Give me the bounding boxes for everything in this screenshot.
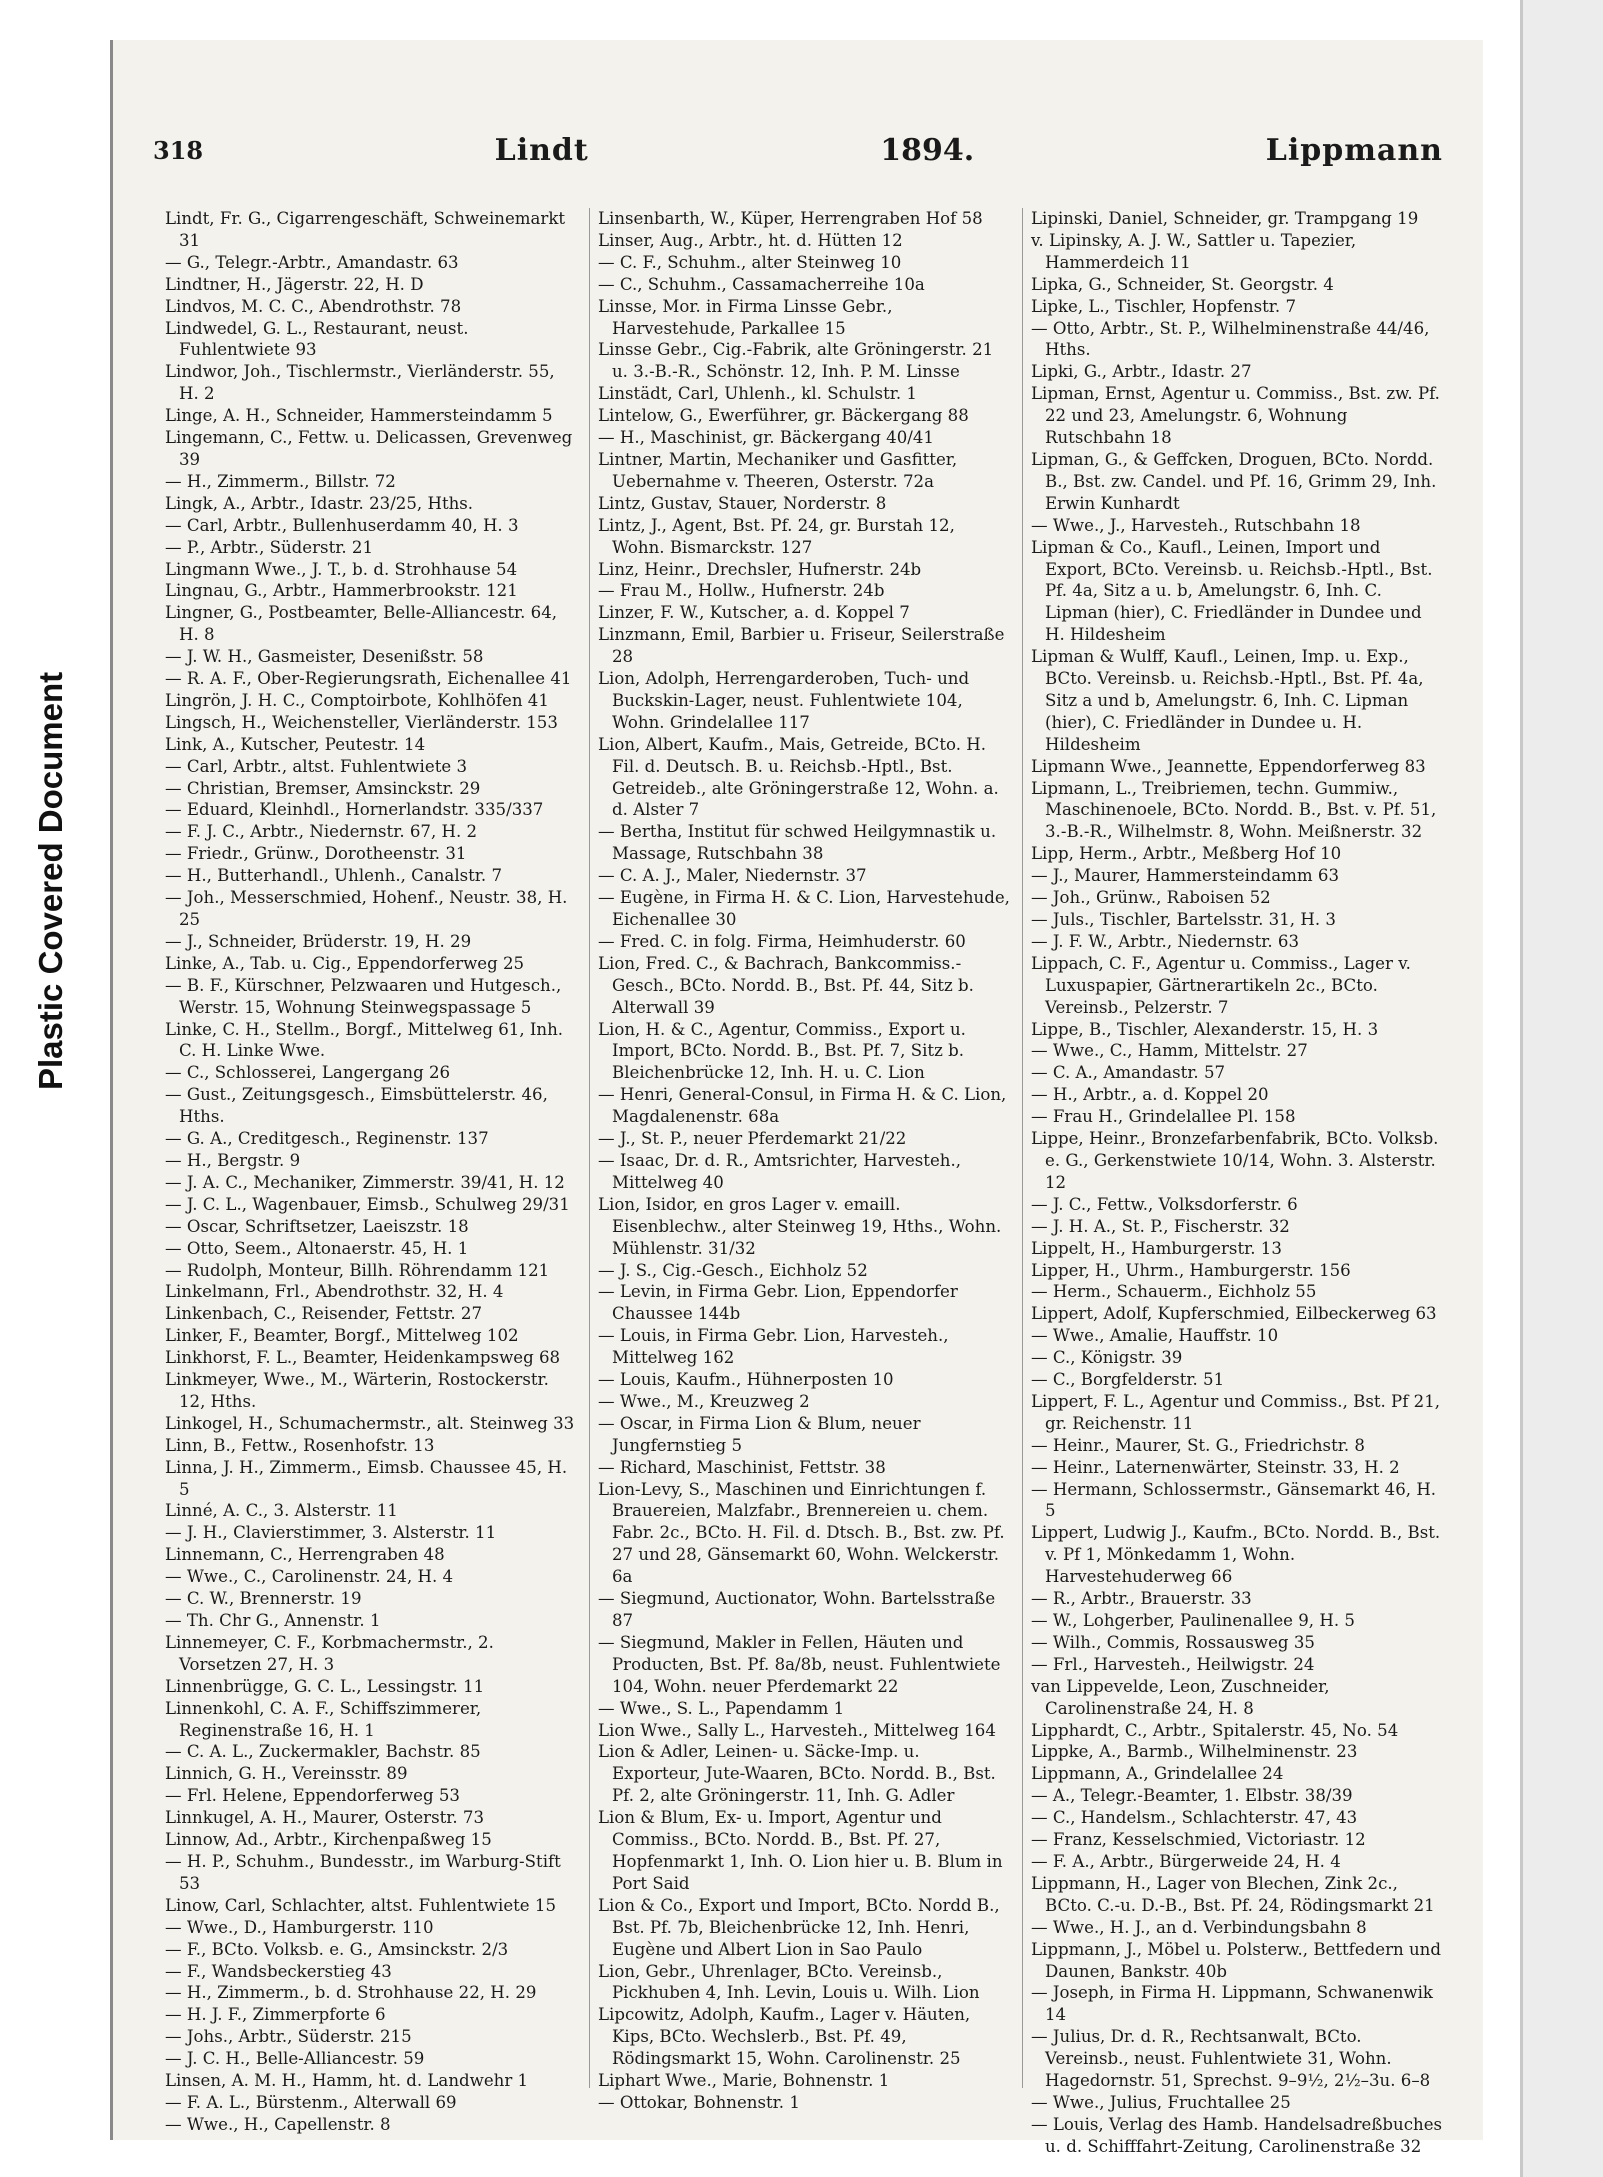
directory-entry: Lippke, A., Barmb., Wilhelminenstr. 23 bbox=[1031, 1742, 1358, 1762]
directory-entry: Lingsch, H., Weichensteller, Vierländerstr. 153 bbox=[165, 712, 558, 732]
directory-entry: Linkogel, H., Schumachermstr., alt. Steinweg 33 bbox=[165, 1413, 575, 1433]
directory-entry: Lingk, A., Arbtr., Idastr. 23/25, Hths. bbox=[165, 493, 474, 513]
directory-entry: — Otto, Seem., Altonaerstr. 45, H. 1 bbox=[165, 1238, 469, 1258]
left-headword: Lindt bbox=[494, 132, 589, 168]
directory-entry: — Joh., Messerschmied, Hohenf., Neustr. 38, H. 25 bbox=[165, 888, 568, 929]
directory-entry: — C. F., Schuhm., alter Steinweg 10 bbox=[598, 252, 902, 272]
directory-entry: — P., Arbtr., Süderstr. 21 bbox=[165, 537, 374, 557]
directory-entry: — Wwe., C., Hamm, Mittelstr. 27 bbox=[1031, 1041, 1308, 1061]
directory-entry: Lindtner, H., Jägerstr. 22, H. D bbox=[165, 274, 424, 294]
directory-entry: Lippach, C. F., Agentur u. Commiss., Lager v. Luxuspapier, Gärtnerartikeln 2c., BCto. Vereinsb., Pelzerstr. 7 bbox=[1031, 953, 1411, 1017]
directory-entry: — Richard, Maschinist, Fettstr. 38 bbox=[598, 1457, 886, 1477]
directory-entry: — Wwe., D., Hamburgerstr. 110 bbox=[165, 1917, 434, 1937]
directory-entry: Linna, J. H., Zimmerm., Eimsb. Chaussee 45, H. 5 bbox=[165, 1457, 568, 1499]
directory-entry: — J. C. H., Belle-Alliancestr. 59 bbox=[165, 2049, 425, 2069]
directory-entry: — J., St. P., neuer Pferdemarkt 21/22 bbox=[598, 1129, 907, 1149]
directory-entry: — R., Arbtr., Brauerstr. 33 bbox=[1031, 1589, 1252, 1609]
directory-entry: — Friedr., Grünw., Dorotheenstr. 31 bbox=[165, 844, 467, 864]
directory-entry: Lippe, Heinr., Bronzefarbenfabrik, BCto. Volksb. e. G., Gerkenstwiete 10/14, Wohn. 3. Alsterstr. 12 bbox=[1031, 1129, 1439, 1192]
directory-entry: Linné, A. C., 3. Alsterstr. 11 bbox=[165, 1501, 398, 1521]
directory-entry: — Johs., Arbtr., Süderstr. 215 bbox=[165, 2027, 412, 2047]
directory-entry: Lipka, G., Schneider, St. Georgstr. 4 bbox=[1031, 274, 1334, 294]
directory-entry: — R. A. F., Ober-Regierungsrath, Eichenallee 41 bbox=[165, 669, 572, 689]
directory-entry: — Herm., Schauerm., Eichholz 55 bbox=[1031, 1282, 1317, 1302]
directory-entry: Linsenbarth, W., Küper, Herrengraben Hof 58 bbox=[598, 209, 983, 228]
directory-entry: Linzmann, Emil, Barbier u. Friseur, Seilerstraße 28 bbox=[598, 625, 1005, 667]
directory-entry: — C. A. J., Maler, Niedernstr. 37 bbox=[598, 866, 867, 886]
directory-entry: — Louis, in Firma Gebr. Lion, Harvesteh., Mittelweg 162 bbox=[598, 1326, 949, 1368]
directory-entry: Lintz, J., Agent, Bst. Pf. 24, gr. Burstah 12, Wohn. Bismarckstr. 127 bbox=[598, 515, 955, 557]
directory-entry: — Joh., Grünw., Raboisen 52 bbox=[1031, 888, 1271, 908]
directory-entry: — J. C. L., Wagenbauer, Eimsb., Schulweg 29/31 bbox=[165, 1194, 570, 1214]
directory-entry: Lion, Albert, Kaufm., Mais, Getreide, BCto. H. Fil. d. Deutsch. B. u. Reichsb.-Hptl., Bst. Getreideb., alte Gröningerstraße 12, Wohn. a. d. Alster 7 bbox=[598, 734, 999, 820]
directory-entry: — C. A. L., Zuckermakler, Bachstr. 85 bbox=[165, 1742, 481, 1762]
directory-entry: Lipper, H., Uhrm., Hamburgerstr. 156 bbox=[1031, 1260, 1351, 1280]
directory-entry: — J., Schneider, Brüderstr. 19, H. 29 bbox=[165, 931, 472, 951]
directory-entry: Linnkugel, A. H., Maurer, Osterstr. 73 bbox=[165, 1808, 485, 1828]
directory-entry: — J. C., Fettw., Volksdorferstr. 6 bbox=[1031, 1194, 1298, 1214]
directory-entry: Linkmeyer, Wwe., M., Wärterin, Rostockerstr. 12, Hths. bbox=[165, 1370, 549, 1411]
directory-entry: — Ottokar, Bohnenstr. 1 bbox=[598, 2092, 800, 2112]
directory-entry: Linker, F., Beamter, Borgf., Mittelweg 102 bbox=[165, 1326, 519, 1346]
directory-entry: Linnemeyer, C. F., Korbmachermstr., 2. Vorsetzen 27, H. 3 bbox=[165, 1632, 494, 1674]
directory-entry: Lindwedel, G. L., Restaurant, neust. Fuhlentwiete 93 bbox=[165, 318, 469, 360]
directory-entry: Linnenbrügge, G. C. L., Lessingstr. 11 bbox=[165, 1676, 485, 1696]
directory-entry: Lipmann Wwe., Jeannette, Eppendorferweg 83 bbox=[1031, 756, 1426, 776]
directory-entry: Lingner, G., Postbeamter, Belle-Alliancestr. 64, H. 8 bbox=[165, 603, 558, 645]
directory-entry: — C., Schuhm., Cassamacherreihe 10a bbox=[598, 274, 925, 294]
directory-entry: — J., Maurer, Hammersteindamm 63 bbox=[1031, 866, 1339, 886]
directory-entry: — H., Maschinist, gr. Bäckergang 40/41 bbox=[598, 428, 934, 448]
directory-entry: — Gust., Zeitungsgesch., Eimsbüttelerstr. 46, Hths. bbox=[165, 1085, 548, 1127]
document-page bbox=[110, 40, 1483, 2156]
directory-entry: Lipp, Herm., Arbtr., Meßberg Hof 10 bbox=[1031, 844, 1342, 864]
directory-entry: — Wwe., H. J., an d. Verbindungsbahn 8 bbox=[1031, 1917, 1367, 1937]
directory-entry: — J. H. A., St. P., Fischerstr. 32 bbox=[1031, 1216, 1290, 1236]
directory-entry: Linstädt, Carl, Uhlenh., kl. Schulstr. 1 bbox=[598, 384, 917, 404]
directory-entry: Lion, Fred. C., & Bachrach, Bankcommiss.-Gesch., BCto. Nordd. B., Bst. Pf. 44, Sitz b. Alterwall 39 bbox=[598, 953, 974, 1017]
directory-entry: Lion Wwe., Sally L., Harvesteh., Mittelweg 164 bbox=[598, 1720, 996, 1740]
directory-entry: Lippert, F. L., Agentur und Commiss., Bst. Pf 21, gr. Reichenstr. 11 bbox=[1031, 1391, 1441, 1433]
directory-entry: — Frau M., Hollw., Hufnerstr. 24b bbox=[598, 581, 885, 601]
directory-entry: Linser, Aug., Arbtr., ht. d. Hütten 12 bbox=[598, 230, 903, 250]
directory-entry: Lion-Levy, S., Maschinen und Einrichtungen f. Brauereien, Malzfabr., Brennereien u. chem. Fabr. 2c., BCto. H. Fil. d. Dtsch. B., Bst. zw. Pf. 27 und 28, Gänsemarkt 60, Wohn. Welckerstr. 6a bbox=[598, 1479, 1005, 1587]
directory-entry: — H. P., Schuhm., Bundesstr., im Warburg-Stift 53 bbox=[165, 1851, 561, 1893]
directory-entry: — C., Borgfelderstr. 51 bbox=[1031, 1370, 1225, 1390]
directory-entry: Linnenkohl, C. A. F., Schiffszimmerer, Reginenstraße 16, H. 1 bbox=[165, 1698, 482, 1740]
directory-entry: — Wilh., Commis, Rossausweg 35 bbox=[1031, 1632, 1315, 1652]
directory-entry: Lion, Isidor, en gros Lager v. emaill. Eisenblechw., alter Steinweg 19, Hths., Wohn. Mühlenstr. 31/32 bbox=[598, 1194, 1002, 1258]
directory-entry: — Juls., Tischler, Bartelsstr. 31, H. 3 bbox=[1031, 910, 1336, 929]
directory-entry: — Wwe., H., Capellenstr. 8 bbox=[165, 2114, 391, 2134]
directory-entry: Lion & Blum, Ex- u. Import, Agentur und Commiss., BCto. Nordd. B., Bst. Pf. 27, Hopfenmarkt 1, Inh. O. Lion hier u. B. Blum in Port Said bbox=[598, 1808, 1003, 1893]
directory-entry: Lipinski, Daniel, Schneider, gr. Trampgang 19 bbox=[1031, 209, 1419, 228]
directory-entry: Lion, Adolph, Herrengarderoben, Tuch- und Buckskin-Lager, neust. Fuhlentwiete 104, Wohn. Grindelallee 117 bbox=[598, 669, 970, 732]
directory-entry: — Wwe., Julius, Fruchtallee 25 bbox=[1031, 2092, 1291, 2112]
directory-entry: Linzer, F. W., Kutscher, a. d. Koppel 7 bbox=[598, 603, 910, 623]
directory-entry: — C. W., Brennerstr. 19 bbox=[165, 1589, 362, 1609]
directory-entry: — Carl, Arbtr., Bullenhuserdamm 40, H. 3 bbox=[165, 515, 519, 535]
directory-entry: Lion & Co., Export und Import, BCto. Nordd B., Bst. Pf. 7b, Bleichenbrücke 12, Inh. Henri, Eugène und Albert Lion in Sao Paulo bbox=[598, 1895, 1000, 1959]
directory-entry: — H., Zimmerm., Billstr. 72 bbox=[165, 471, 396, 491]
directory-entry: — H. J. F., Zimmerpforte 6 bbox=[165, 2005, 386, 2025]
directory-columns bbox=[165, 208, 1455, 2156]
directory-entry: Lippert, Ludwig J., Kaufm., BCto. Nordd. B., Bst. v. Pf 1, Mönkedamm 1, Wohn. Harvestehuderweg 66 bbox=[1031, 1523, 1441, 1587]
directory-entry: — F. J. C., Arbtr., Niedernstr. 67, H. 2 bbox=[165, 822, 478, 842]
directory-entry: — Eduard, Kleinhdl., Hornerlandstr. 335/337 bbox=[165, 800, 544, 820]
directory-entry: Lindwor, Joh., Tischlermstr., Vierländerstr. 55, H. 2 bbox=[165, 362, 555, 404]
directory-entry: van Lippevelde, Leon, Zuschneider, Carolinenstraße 24, H. 8 bbox=[1031, 1676, 1330, 1718]
directory-entry: — H., Arbtr., a. d. Koppel 20 bbox=[1031, 1085, 1269, 1105]
directory-entry: Lintz, Gustav, Stauer, Norderstr. 8 bbox=[598, 493, 887, 513]
directory-entry: Linn, B., Fettw., Rosenhofstr. 13 bbox=[165, 1435, 435, 1455]
directory-entry: Lipmann, L., Treibriemen, techn. Gummiw., Maschinenoele, BCto. Nordd. B., Bst. v. Pf. 51, 3.-B.-R., Wilhelmstr. 8, Wohn. Meißnerstr. 32 bbox=[1031, 778, 1437, 842]
directory-entry: Linnich, G. H., Vereinsstr. 89 bbox=[165, 1764, 408, 1784]
directory-entry: Linsse Gebr., Cig.-Fabrik, alte Gröningerstr. 21 u. 3.-B.-R., Schönstr. 12, Inh. P. M. Linsse bbox=[598, 340, 994, 382]
right-headword: Lippmann bbox=[1265, 132, 1443, 168]
directory-entry: Lingrön, J. H. C., Comptoirbote, Kohlhöfen 41 bbox=[165, 690, 549, 710]
directory-entry: — Bertha, Institut für schwed Heilgymnastik u. Massage, Rutschbahn 38 bbox=[598, 822, 997, 864]
directory-entry: — Siegmund, Makler in Fellen, Häuten und Producten, Bst. Pf. 8a/8b, neust. Fuhlentwiete 104, Wohn. neuer Pferdemarkt 22 bbox=[598, 1632, 1001, 1696]
directory-entry: Lipcowitz, Adolph, Kaufm., Lager v. Häuten, Kips, BCto. Wechslerb., Bst. Pf. 49, Rödingsmarkt 15, Wohn. Carolinenstr. 25 bbox=[598, 2005, 971, 2069]
directory-entry: v. Lipinsky, A. J. W., Sattler u. Tapezier, Hammerdeich 11 bbox=[1031, 230, 1357, 272]
directory-entry: Linke, A., Tab. u. Cig., Eppendorferweg 25 bbox=[165, 953, 525, 973]
side-label-text: Plastic Covered Document bbox=[32, 671, 69, 1090]
directory-entry: — F. A. L., Bürstenm., Alterwall 69 bbox=[165, 2092, 457, 2112]
directory-entry: — Wwe., J., Harvesteh., Rutschbahn 18 bbox=[1031, 515, 1361, 535]
directory-entry: — Franz, Kesselschmied, Victoriastr. 12 bbox=[1031, 1830, 1366, 1850]
directory-entry: Lingmann Wwe., J. T., b. d. Strohhause 54 bbox=[165, 559, 518, 579]
directory-entry: — Frl. Helene, Eppendorferweg 53 bbox=[165, 1786, 460, 1806]
directory-entry: — J. S., Cig.-Gesch., Eichholz 52 bbox=[598, 1260, 868, 1280]
directory-entry: Lippmann, A., Grindelallee 24 bbox=[1031, 1764, 1284, 1784]
directory-entry: — Rudolph, Monteur, Billh. Röhrendamm 121 bbox=[165, 1260, 550, 1280]
directory-entry: — Isaac, Dr. d. R., Amtsrichter, Harvesteh., Mittelweg 40 bbox=[598, 1150, 962, 1192]
directory-entry: Lipphardt, C., Arbtr., Spitalerstr. 45, No. 54 bbox=[1031, 1720, 1399, 1740]
directory-entry: Lippert, Adolf, Kupferschmied, Eilbeckerweg 63 bbox=[1031, 1304, 1437, 1324]
directory-entry: — Frau H., Grindelallee Pl. 158 bbox=[1031, 1107, 1296, 1127]
directory-entry: — Fred. C. in folg. Firma, Heimhuderstr. 60 bbox=[598, 931, 966, 951]
directory-entry: — F. A., Arbtr., Bürgerweide 24, H. 4 bbox=[1031, 1851, 1341, 1871]
directory-entry: Lingemann, C., Fettw. u. Delicassen, Grevenweg 39 bbox=[165, 428, 573, 469]
directory-entry: Lippmann, H., Lager von Blechen, Zink 2c., BCto. C.-u. D.-B., Bst. Pf. 24, Rödingsmarkt 21 bbox=[1031, 1873, 1435, 1915]
directory-entry: Lion, Gebr., Uhrenlager, BCto. Vereinsb., Pickhuben 4, Inh. Levin, Louis u. Wilh. Lion bbox=[598, 1961, 980, 2003]
directory-entry: — F., Wandsbeckerstieg 43 bbox=[165, 1961, 392, 1981]
directory-entry: Linkenbach, C., Reisender, Fettstr. 27 bbox=[165, 1304, 483, 1324]
binding-gutter bbox=[1520, 0, 1603, 2177]
directory-entry: Linsen, A. M. H., Hamm, ht. d. Landwehr 1 bbox=[165, 2071, 529, 2091]
directory-entry: — Oscar, in Firma Lion & Blum, neuer Jungfernstieg 5 bbox=[598, 1413, 921, 1455]
directory-entry: Liphart Wwe., Marie, Bohnenstr. 1 bbox=[598, 2071, 890, 2091]
directory-entry: Lipki, G., Arbtr., Idastr. 27 bbox=[1031, 362, 1252, 382]
directory-entry: — Oscar, Schriftsetzer, Laeiszstr. 18 bbox=[165, 1216, 469, 1236]
directory-entry: Lippmann, J., Möbel u. Polsterw., Bettfedern und Daunen, Bankstr. 40b bbox=[1031, 1939, 1441, 1981]
directory-entry: Linke, C. H., Stellm., Borgf., Mittelweg 61, Inh. C. H. Linke Wwe. bbox=[165, 1019, 564, 1061]
directory-entry: Link, A., Kutscher, Peutestr. 14 bbox=[165, 734, 426, 754]
directory-entry: — C., Schlosserei, Langergang 26 bbox=[165, 1063, 451, 1083]
directory-entry: — G., Telegr.-Arbtr., Amandastr. 63 bbox=[165, 252, 459, 272]
column-middle bbox=[589, 208, 1022, 2112]
directory-entry: Linz, Heinr., Drechsler, Hufnerstr. 24b bbox=[598, 559, 922, 579]
directory-entry: — Christian, Bremser, Amsinckstr. 29 bbox=[165, 778, 481, 798]
directory-entry: — G. A., Creditgesch., Reginenstr. 137 bbox=[165, 1129, 489, 1149]
directory-entry: — Th. Chr G., Annenstr. 1 bbox=[165, 1611, 381, 1630]
directory-entry: Lippelt, H., Hamburgerstr. 13 bbox=[1031, 1238, 1282, 1258]
directory-entry: Lippe, B., Tischler, Alexanderstr. 15, H. 3 bbox=[1031, 1019, 1379, 1039]
directory-entry: — J. A. C., Mechaniker, Zimmerstr. 39/41, H. 12 bbox=[165, 1172, 565, 1192]
directory-entry: — Hermann, Schlossermstr., Gänsemarkt 46, H. 5 bbox=[1031, 1479, 1437, 1521]
directory-entry: Lintelow, G., Ewerführer, gr. Bäckergang 88 bbox=[598, 406, 969, 426]
directory-entry: — Wwe., S. L., Papendamm 1 bbox=[598, 1698, 845, 1718]
column-left bbox=[165, 208, 589, 2134]
directory-entry: — Eugène, in Firma H. & C. Lion, Harvestehude, Eichenallee 30 bbox=[598, 888, 1010, 929]
directory-entry: — H., Zimmerm., b. d. Strohhause 22, H. 29 bbox=[165, 1983, 537, 2003]
directory-entry: — H., Butterhandl., Uhlenh., Canalstr. 7 bbox=[165, 866, 503, 886]
directory-entry: Linow, Carl, Schlachter, altst. Fuhlentwiete 15 bbox=[165, 1895, 557, 1915]
directory-entry: — Heinr., Maurer, St. G., Friedrichstr. 8 bbox=[1031, 1435, 1365, 1455]
directory-entry: Lion & Adler, Leinen- u. Säcke-Imp. u. Exporteur, Jute-Waaren, BCto. Nordd. B., Bst. Pf. 2, alte Gröningerstr. 11, Inh. G. Adler bbox=[598, 1742, 996, 1806]
directory-entry: — A., Telegr.-Beamter, 1. Elbstr. 38/39 bbox=[1031, 1786, 1353, 1806]
directory-entry: — F., BCto. Volksb. e. G., Amsinckstr. 2/3 bbox=[165, 1939, 509, 1959]
directory-entry: Lipman & Co., Kaufl., Leinen, Import und Export, BCto. Vereinsb. u. Reichsb.-Hptl., Bst. Pf. 4a, Sitz a u. b, Amelungstr. 6, Inh. C. Lipman (hier), C. Friedländer in Dundee und H. Hildesheim bbox=[1031, 537, 1433, 645]
directory-entry: — C., Handelsm., Schlachterstr. 47, 43 bbox=[1031, 1808, 1358, 1828]
directory-entry: — Henri, General-Consul, in Firma H. & C. Lion, Magdalenenstr. 68a bbox=[598, 1085, 1007, 1127]
page-year: 1894. bbox=[880, 132, 975, 168]
directory-entry: — Joseph, in Firma H. Lippmann, Schwanenwik 14 bbox=[1031, 1983, 1433, 2025]
page-header bbox=[153, 130, 1443, 170]
directory-entry: — W., Lohgerber, Paulinenallee 9, H. 5 bbox=[1031, 1611, 1355, 1630]
directory-entry: Lipke, L., Tischler, Hopfenstr. 7 bbox=[1031, 296, 1297, 316]
directory-entry: — J. H., Clavierstimmer, 3. Alsterstr. 11 bbox=[165, 1523, 497, 1543]
directory-entry: Lipman & Wulff, Kaufl., Leinen, Imp. u. Exp., BCto. Vereinsb. u. Reichsb.-Hptl., Bst. Pf. 4a, Sitz a und b, Amelungstr. 6, Inh. C. Lipman (hier), C. Friedländer in Dundee u. H. Hildesheim bbox=[1031, 647, 1424, 754]
directory-entry: — Louis, Verlag des Hamb. Handelsadreßbuches u. d. Schifffahrt-Zeitung, Carolinenstraße 32 bbox=[1031, 2114, 1443, 2156]
directory-entry: Linge, A. H., Schneider, Hammersteindamm 5 bbox=[165, 406, 553, 426]
directory-entry: Lipman, G., & Geffcken, Droguen, BCto. Nordd. B., Bst. zw. Candel. und Pf. 16, Grimm 29, Inh. Erwin Kunhardt bbox=[1031, 449, 1437, 513]
directory-entry: Lindvos, M. C. C., Abendrothstr. 78 bbox=[165, 296, 462, 316]
directory-entry: — Wwe., C., Carolinenstr. 24, H. 4 bbox=[165, 1567, 454, 1587]
directory-entry: — J. F. W., Arbtr., Niedernstr. 63 bbox=[1031, 931, 1300, 951]
directory-entry: Lindt, Fr. G., Cigarrengeschäft, Schweinemarkt 31 bbox=[165, 209, 566, 250]
directory-entry: — Carl, Arbtr., altst. Fuhlentwiete 3 bbox=[165, 756, 468, 776]
directory-entry: Linkhorst, F. L., Beamter, Heidenkampsweg 68 bbox=[165, 1348, 561, 1368]
directory-entry: Linsse, Mor. in Firma Linsse Gebr., Harvestehude, Parkallee 15 bbox=[598, 296, 893, 338]
directory-entry: — Louis, Kaufm., Hühnerposten 10 bbox=[598, 1370, 894, 1390]
directory-entry: Linnemann, C., Herrengraben 48 bbox=[165, 1545, 445, 1565]
directory-entry: — H., Bergstr. 9 bbox=[165, 1150, 301, 1170]
directory-entry: Linnow, Ad., Arbtr., Kirchenpaßweg 15 bbox=[165, 1830, 492, 1850]
directory-entry: Lion, H. & C., Agentur, Commiss., Export u. Import, BCto. Nordd. B., Bst. Pf. 7, Sitz b. Bleichenbrücke 12, Inh. H. u. C. Lion bbox=[598, 1019, 966, 1083]
directory-entry: Lintner, Martin, Mechaniker und Gasfitter, Uebernahme v. Theeren, Osterstr. 72a bbox=[598, 449, 958, 491]
page-number: 318 bbox=[153, 135, 204, 165]
directory-entry: — Siegmund, Auctionator, Wohn. Bartelsstraße 87 bbox=[598, 1589, 996, 1630]
directory-entry: Linkelmann, Frl., Abendrothstr. 32, H. 4 bbox=[165, 1282, 504, 1302]
directory-entry: — Frl., Harvesteh., Heilwigstr. 24 bbox=[1031, 1654, 1315, 1674]
directory-entry: — Julius, Dr. d. R., Rechtsanwalt, BCto. Vereinsb., neust. Fuhlentwiete 31, Wohn. Hagedornstr. 51, Sprechst. 9–9½, 2½–3u. 6–8 bbox=[1031, 2027, 1431, 2091]
column-right bbox=[1022, 208, 1455, 2156]
directory-entry: — C., Königstr. 39 bbox=[1031, 1348, 1183, 1368]
directory-entry: Lipman, Ernst, Agentur u. Commiss., Bst. zw. Pf. 22 und 23, Amelungstr. 6, Wohnung Rutschbahn 18 bbox=[1031, 384, 1440, 448]
directory-entry: — Levin, in Firma Gebr. Lion, Eppendorfer Chaussee 144b bbox=[598, 1282, 958, 1324]
directory-entry: — Otto, Arbtr., St. P., Wilhelminenstraße 44/46, Hths. bbox=[1031, 318, 1430, 360]
directory-entry: — B. F., Kürschner, Pelzwaaren und Hutgesch., Werstr. 15, Wohnung Steinwegspassage 5 bbox=[165, 975, 562, 1017]
directory-entry: — C. A., Amandastr. 57 bbox=[1031, 1063, 1226, 1083]
directory-entry: — Wwe., Amalie, Hauffstr. 10 bbox=[1031, 1326, 1279, 1346]
directory-entry: — Wwe., M., Kreuzweg 2 bbox=[598, 1391, 810, 1411]
directory-entry: Lingnau, G., Arbtr., Hammerbrookstr. 121 bbox=[165, 581, 518, 601]
directory-entry: — Heinr., Laternenwärter, Steinstr. 33, H. 2 bbox=[1031, 1457, 1400, 1477]
directory-entry: — J. W. H., Gasmeister, Desenißstr. 58 bbox=[165, 647, 484, 667]
